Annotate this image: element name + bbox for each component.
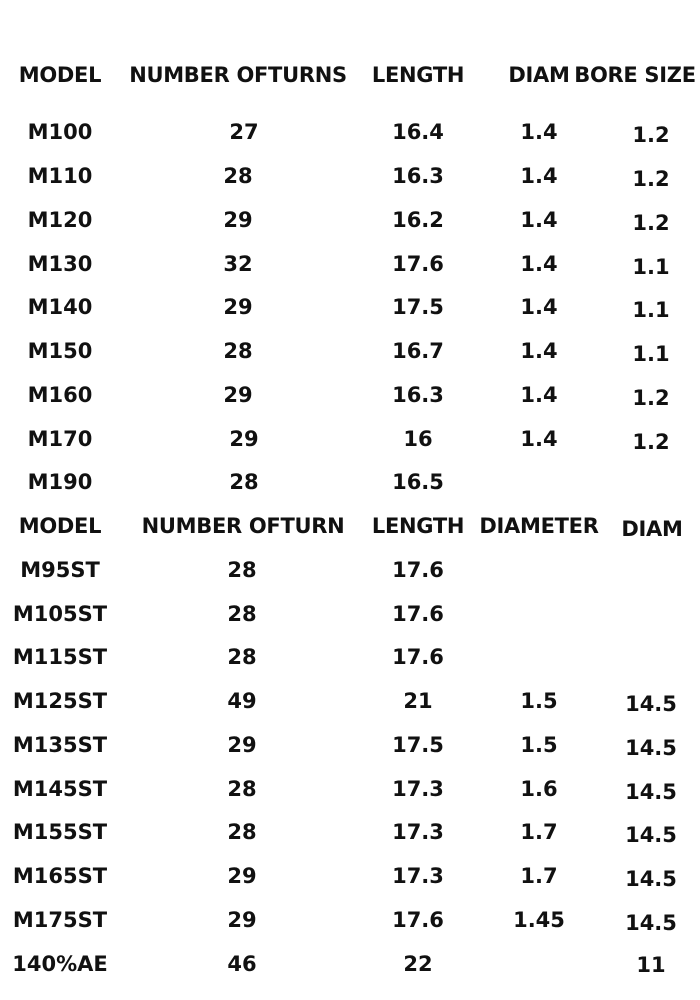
turns-cell: 28 — [227, 645, 257, 669]
table-row — [0, 861, 700, 891]
model-cell: M155ST — [12, 820, 108, 844]
table-row — [0, 686, 700, 716]
diam-cell: 1.5 — [520, 733, 558, 757]
table2-header-row — [0, 511, 700, 541]
diam-cell: 1.4 — [520, 164, 558, 188]
table1-header-turns: NUMBER OFTURNS — [129, 63, 347, 87]
diam-cell: 1.4 — [520, 252, 558, 276]
table-row — [0, 292, 700, 322]
length-cell: 17.6 — [392, 602, 444, 626]
turns-cell: 29 — [227, 908, 257, 932]
model-cell: M150 — [27, 339, 93, 363]
bore-cell: 14.5 — [625, 692, 677, 716]
diam-cell: 1.7 — [520, 820, 558, 844]
turns-cell: 29 — [229, 427, 259, 451]
diam-cell: 1.6 — [520, 777, 558, 801]
diam-cell: 1.45 — [513, 908, 565, 932]
model-cell: M160 — [27, 383, 93, 407]
table2-header-diameter: DIAMETER — [479, 514, 599, 538]
diam-cell — [479, 555, 599, 585]
bore-cell: 14.5 — [625, 911, 677, 935]
turns-cell: 32 — [223, 252, 253, 276]
model-cell: M135ST — [12, 733, 108, 757]
diam-cell — [479, 599, 599, 629]
diam-cell: 1.4 — [520, 295, 558, 319]
bore-cell: 1.2 — [632, 123, 670, 147]
table-row — [0, 336, 700, 366]
turns-cell: 28 — [223, 164, 253, 188]
length-cell: 17.6 — [392, 908, 444, 932]
model-cell: M125ST — [12, 689, 108, 713]
table-row — [0, 555, 700, 585]
turns-cell: 29 — [227, 864, 257, 888]
length-cell: 17.3 — [392, 820, 444, 844]
length-cell: 16 — [403, 427, 433, 451]
table-row — [0, 380, 700, 410]
diam-cell — [479, 642, 599, 672]
length-cell: 17.6 — [392, 252, 444, 276]
length-cell: 17.6 — [392, 558, 444, 582]
model-cell: M105ST — [12, 602, 108, 626]
model-cell: M95ST — [20, 558, 100, 582]
turns-cell: 28 — [227, 602, 257, 626]
table-row — [0, 117, 700, 147]
table1-header-model: MODEL — [18, 63, 102, 87]
length-cell: 16.4 — [392, 120, 444, 144]
model-cell: M140 — [27, 295, 93, 319]
bore-cell: 1.2 — [632, 430, 670, 454]
diam-cell — [479, 467, 599, 497]
length-cell: 16.2 — [392, 208, 444, 232]
table1-header-bore: BORE SIZE — [574, 63, 696, 87]
diam-cell: 1.7 — [520, 864, 558, 888]
bore-cell: 14.5 — [625, 823, 677, 847]
table-row — [0, 467, 700, 497]
length-cell: 16.7 — [392, 339, 444, 363]
turns-cell: 46 — [227, 952, 257, 976]
turns-cell: 29 — [223, 383, 253, 407]
turns-cell: 29 — [223, 295, 253, 319]
table2-header-length: LENGTH — [371, 514, 465, 538]
bore-cell — [591, 555, 700, 585]
model-cell: M170 — [27, 427, 93, 451]
bore-cell: 11 — [636, 953, 666, 977]
diam-cell: 1.4 — [520, 383, 558, 407]
model-cell: 140%AE — [12, 952, 108, 976]
model-cell: M165ST — [12, 864, 108, 888]
model-cell: M100 — [27, 120, 93, 144]
model-cell: M120 — [27, 208, 93, 232]
table-row — [0, 205, 700, 235]
table-row — [0, 949, 700, 979]
bore-cell — [591, 599, 700, 629]
table-row — [0, 817, 700, 847]
length-cell: 16.3 — [392, 383, 444, 407]
table1-header-diam: DIAM — [508, 63, 570, 87]
diam-cell: 1.4 — [520, 120, 558, 144]
model-cell: M190 — [27, 470, 93, 494]
length-cell: 22 — [403, 952, 433, 976]
bore-cell: 1.2 — [632, 167, 670, 191]
table2-header-diam: DIAM — [621, 517, 683, 541]
table-row — [0, 642, 700, 672]
table2-header-turns: NUMBER OFTURN — [141, 514, 345, 538]
diam-cell: 1.5 — [520, 689, 558, 713]
model-cell: M130 — [27, 252, 93, 276]
turns-cell: 28 — [229, 470, 259, 494]
table-row — [0, 249, 700, 279]
table1-header-length: LENGTH — [371, 63, 465, 87]
bore-cell: 14.5 — [625, 780, 677, 804]
turns-cell: 28 — [223, 339, 253, 363]
model-cell: M110 — [27, 164, 93, 188]
turns-cell: 27 — [229, 120, 259, 144]
turns-cell: 28 — [227, 820, 257, 844]
table-row — [0, 730, 700, 760]
diam-cell — [479, 949, 599, 979]
table-row — [0, 161, 700, 191]
turns-cell: 28 — [227, 777, 257, 801]
table-row — [0, 905, 700, 935]
diam-cell: 1.4 — [520, 339, 558, 363]
length-cell: 17.6 — [392, 645, 444, 669]
length-cell: 21 — [403, 689, 433, 713]
bore-cell — [591, 467, 700, 497]
table-row — [0, 424, 700, 454]
bore-cell: 14.5 — [625, 867, 677, 891]
table1-header-row — [0, 60, 700, 90]
turns-cell: 28 — [227, 558, 257, 582]
length-cell: 17.3 — [392, 777, 444, 801]
model-cell: M145ST — [12, 777, 108, 801]
diam-cell: 1.4 — [520, 427, 558, 451]
bore-cell: 1.1 — [632, 298, 670, 322]
length-cell: 17.3 — [392, 864, 444, 888]
turns-cell: 29 — [223, 208, 253, 232]
model-cell: M175ST — [12, 908, 108, 932]
length-cell: 16.3 — [392, 164, 444, 188]
table-row — [0, 599, 700, 629]
bore-cell: 1.1 — [632, 255, 670, 279]
bore-cell — [591, 642, 700, 672]
turns-cell: 49 — [227, 689, 257, 713]
table-row — [0, 774, 700, 804]
diam-cell: 1.4 — [520, 208, 558, 232]
table2-header-model: MODEL — [18, 514, 102, 538]
length-cell: 17.5 — [392, 295, 444, 319]
bore-cell: 1.1 — [632, 342, 670, 366]
length-cell: 16.5 — [392, 470, 444, 494]
length-cell: 17.5 — [392, 733, 444, 757]
bore-cell: 1.2 — [632, 211, 670, 235]
bore-cell: 1.2 — [632, 386, 670, 410]
model-cell: M115ST — [12, 645, 108, 669]
bore-cell: 14.5 — [625, 736, 677, 760]
turns-cell: 29 — [227, 733, 257, 757]
